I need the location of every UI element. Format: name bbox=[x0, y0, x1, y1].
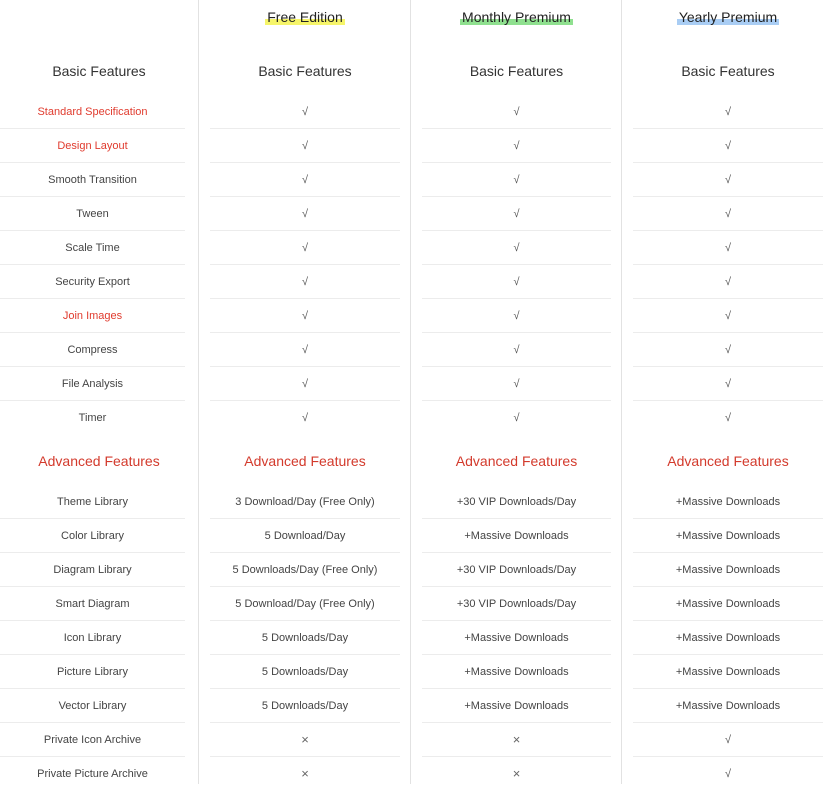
value-text: +30 VIP Downloads/Day bbox=[456, 563, 577, 576]
feature-label: Smart Diagram bbox=[55, 597, 130, 610]
check-mark-icon: √ bbox=[301, 377, 309, 390]
value-row bbox=[210, 621, 400, 655]
value-row bbox=[422, 553, 611, 587]
advanced-features-heading: Advanced Features bbox=[244, 453, 366, 469]
check-mark-icon: √ bbox=[513, 343, 520, 356]
value-row bbox=[633, 367, 823, 401]
value-row bbox=[633, 265, 823, 299]
value-row bbox=[422, 129, 611, 163]
value-row bbox=[210, 553, 400, 587]
advanced-features-heading: Advanced Features bbox=[455, 453, 578, 469]
basic-features-heading: Basic Features bbox=[469, 63, 564, 79]
feature-label: Compress bbox=[67, 343, 118, 356]
value-text: 5 Download/Day bbox=[264, 529, 346, 542]
feature-label: Color Library bbox=[61, 529, 124, 542]
value-row bbox=[210, 299, 400, 333]
value-text: 5 Downloads/Day bbox=[261, 699, 349, 712]
feature-label: Private Picture Archive bbox=[37, 767, 148, 780]
feature-label: Theme Library bbox=[57, 495, 128, 508]
feature-row bbox=[0, 401, 185, 434]
feature-row bbox=[0, 163, 185, 197]
value-row bbox=[210, 485, 400, 519]
cross-icon: × bbox=[301, 766, 309, 781]
value-row bbox=[422, 621, 611, 655]
feature-row bbox=[0, 367, 185, 401]
feature-row bbox=[0, 485, 185, 519]
value-row bbox=[210, 163, 400, 197]
value-row bbox=[210, 519, 400, 553]
feature-label: Security Export bbox=[55, 275, 130, 288]
value-row bbox=[422, 401, 611, 434]
check-mark-icon: √ bbox=[724, 343, 732, 356]
value-text: +30 VIP Downloads/Day bbox=[456, 495, 577, 508]
value-text: 5 Download/Day (Free Only) bbox=[235, 597, 375, 610]
plan-column-free bbox=[198, 0, 411, 784]
value-text: +Massive Downloads bbox=[675, 495, 781, 508]
value-text: +Massive Downloads bbox=[464, 529, 569, 542]
feature-row bbox=[0, 265, 185, 299]
value-row bbox=[210, 757, 400, 790]
check-mark-icon: √ bbox=[513, 173, 520, 186]
value-row bbox=[422, 333, 611, 367]
value-text: +Massive Downloads bbox=[464, 699, 569, 712]
check-mark-icon: √ bbox=[724, 411, 732, 424]
basic-values-yearly bbox=[633, 95, 823, 434]
feature-row bbox=[0, 519, 185, 553]
feature-label: Design Layout bbox=[57, 139, 128, 152]
check-mark-icon: √ bbox=[513, 241, 520, 254]
check-mark-icon: √ bbox=[301, 173, 309, 186]
check-mark-icon: √ bbox=[301, 275, 309, 288]
check-mark-icon: √ bbox=[301, 343, 309, 356]
value-row bbox=[422, 519, 611, 553]
check-mark-icon: √ bbox=[513, 207, 520, 220]
value-text: 5 Downloads/Day bbox=[261, 631, 349, 644]
check-mark-icon: √ bbox=[724, 207, 732, 220]
feature-row bbox=[0, 553, 185, 587]
check-mark-icon: √ bbox=[724, 309, 732, 322]
plan-name: Yearly Premium bbox=[678, 9, 778, 25]
plan-name: Free Edition bbox=[267, 9, 343, 25]
feature-row bbox=[0, 231, 185, 265]
feature-label: Timer bbox=[78, 411, 107, 424]
advanced-feature-list bbox=[0, 485, 185, 790]
feature-row bbox=[0, 723, 185, 757]
check-mark-icon: √ bbox=[513, 105, 520, 118]
feature-label: Join Images bbox=[62, 309, 123, 322]
plan-title-free bbox=[199, 9, 411, 27]
value-row bbox=[633, 197, 823, 231]
feature-label: Diagram Library bbox=[53, 563, 132, 576]
value-row bbox=[633, 333, 823, 367]
value-row bbox=[422, 485, 611, 519]
feature-label: Standard Specification bbox=[37, 105, 148, 118]
feature-names-column bbox=[0, 0, 198, 784]
check-mark-icon: √ bbox=[724, 241, 732, 254]
value-row bbox=[633, 655, 823, 689]
plan-title-yearly bbox=[622, 9, 834, 27]
advanced-values-monthly bbox=[422, 485, 611, 790]
value-row bbox=[633, 587, 823, 621]
check-mark-icon: √ bbox=[301, 309, 309, 322]
advanced-features-heading: Advanced Features bbox=[38, 453, 160, 469]
cross-icon: × bbox=[512, 766, 521, 781]
value-row bbox=[422, 299, 611, 333]
value-row bbox=[633, 519, 823, 553]
value-text: +Massive Downloads bbox=[675, 699, 781, 712]
value-row bbox=[422, 655, 611, 689]
value-row bbox=[422, 231, 611, 265]
check-mark-icon: √ bbox=[301, 411, 309, 424]
feature-label: Vector Library bbox=[58, 699, 127, 712]
feature-row bbox=[0, 689, 185, 723]
basic-features-heading: Basic Features bbox=[52, 63, 146, 79]
feature-row bbox=[0, 95, 185, 129]
value-row bbox=[210, 129, 400, 163]
check-mark-icon: √ bbox=[513, 309, 520, 322]
value-text: +Massive Downloads bbox=[675, 665, 781, 678]
feature-row bbox=[0, 757, 185, 790]
feature-label: Smooth Transition bbox=[48, 173, 137, 186]
feature-label: Scale Time bbox=[65, 241, 120, 254]
value-text: +Massive Downloads bbox=[464, 631, 569, 644]
plan-name: Monthly Premium bbox=[462, 9, 571, 25]
value-row bbox=[633, 553, 823, 587]
basic-values-monthly bbox=[422, 95, 611, 434]
value-row bbox=[422, 723, 611, 757]
value-text: 5 Downloads/Day bbox=[261, 665, 349, 678]
feature-label: Icon Library bbox=[63, 631, 122, 644]
plan-title-monthly bbox=[411, 9, 622, 27]
value-text: +Massive Downloads bbox=[675, 597, 781, 610]
advanced-features-heading: Advanced Features bbox=[667, 453, 789, 469]
advanced-values-yearly bbox=[633, 485, 823, 790]
cross-icon: × bbox=[512, 732, 521, 747]
value-row bbox=[633, 689, 823, 723]
check-mark-icon: √ bbox=[513, 377, 520, 390]
feature-row bbox=[0, 197, 185, 231]
check-mark-icon: √ bbox=[724, 275, 732, 288]
feature-row bbox=[0, 621, 185, 655]
value-text: +Massive Downloads bbox=[675, 631, 781, 644]
value-row bbox=[210, 587, 400, 621]
check-mark-icon: √ bbox=[724, 173, 732, 186]
value-text: +Massive Downloads bbox=[675, 529, 781, 542]
check-mark-icon: √ bbox=[724, 377, 732, 390]
check-mark-icon: √ bbox=[301, 207, 309, 220]
feature-row bbox=[0, 299, 185, 333]
value-text: +30 VIP Downloads/Day bbox=[456, 597, 577, 610]
value-row bbox=[633, 757, 823, 790]
check-mark-icon: √ bbox=[724, 139, 732, 152]
check-mark-icon: √ bbox=[724, 767, 732, 780]
feature-label: File Analysis bbox=[61, 377, 124, 390]
value-row bbox=[422, 689, 611, 723]
value-row bbox=[633, 163, 823, 197]
value-text: 3 Download/Day (Free Only) bbox=[235, 495, 375, 508]
value-row bbox=[422, 587, 611, 621]
cross-icon: × bbox=[301, 732, 309, 747]
value-row bbox=[422, 367, 611, 401]
feature-row bbox=[0, 587, 185, 621]
value-row bbox=[633, 95, 823, 129]
check-mark-icon: √ bbox=[724, 105, 732, 118]
check-mark-icon: √ bbox=[513, 411, 520, 424]
advanced-values-free bbox=[210, 485, 400, 790]
value-text: +Massive Downloads bbox=[464, 665, 569, 678]
feature-row bbox=[0, 333, 185, 367]
feature-label: Private Icon Archive bbox=[43, 733, 142, 746]
check-mark-icon: √ bbox=[513, 275, 520, 288]
value-row bbox=[422, 757, 611, 790]
value-row bbox=[422, 163, 611, 197]
check-mark-icon: √ bbox=[301, 241, 309, 254]
value-row bbox=[210, 265, 400, 299]
feature-row bbox=[0, 655, 185, 689]
value-row bbox=[210, 333, 400, 367]
basic-features-heading: Basic Features bbox=[681, 63, 775, 79]
value-row bbox=[633, 231, 823, 265]
value-text: +Massive Downloads bbox=[675, 563, 781, 576]
plan-column-monthly bbox=[410, 0, 622, 784]
check-mark-icon: √ bbox=[513, 139, 520, 152]
feature-label: Picture Library bbox=[57, 665, 128, 678]
basic-features-heading: Basic Features bbox=[258, 63, 352, 79]
value-row bbox=[210, 95, 400, 129]
value-row bbox=[633, 723, 823, 757]
feature-row bbox=[0, 129, 185, 163]
value-row bbox=[633, 299, 823, 333]
value-row bbox=[210, 655, 400, 689]
value-row bbox=[633, 621, 823, 655]
value-row bbox=[633, 129, 823, 163]
value-row bbox=[210, 367, 400, 401]
basic-feature-list bbox=[0, 95, 185, 434]
feature-label: Tween bbox=[76, 207, 109, 220]
value-row bbox=[210, 231, 400, 265]
value-row bbox=[210, 689, 400, 723]
value-row bbox=[210, 197, 400, 231]
check-mark-icon: √ bbox=[301, 139, 309, 152]
plan-column-yearly bbox=[621, 0, 834, 784]
value-text: 5 Downloads/Day (Free Only) bbox=[232, 563, 378, 576]
value-row bbox=[633, 485, 823, 519]
check-mark-icon: √ bbox=[724, 733, 732, 746]
value-row bbox=[210, 401, 400, 434]
check-mark-icon: √ bbox=[301, 105, 309, 118]
value-row bbox=[422, 265, 611, 299]
value-row bbox=[422, 197, 611, 231]
value-row bbox=[633, 401, 823, 434]
value-row bbox=[422, 95, 611, 129]
value-row bbox=[210, 723, 400, 757]
basic-values-free bbox=[210, 95, 400, 434]
